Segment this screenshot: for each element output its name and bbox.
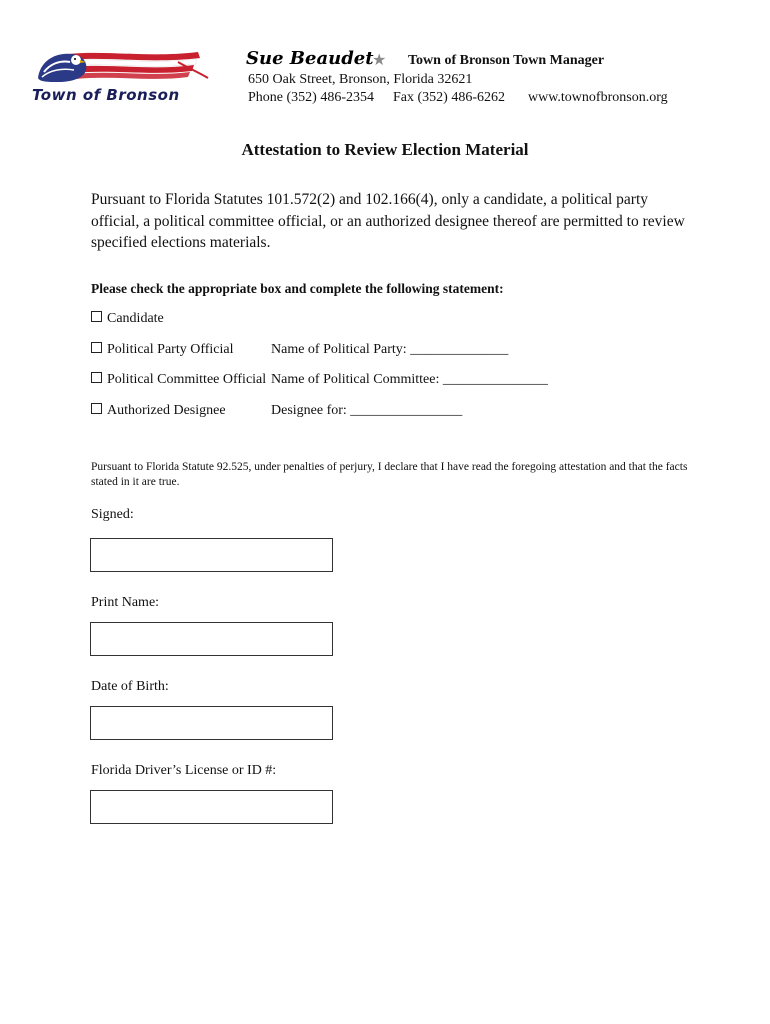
- license-id-label: Florida Driver’s License or ID #:: [91, 763, 277, 778]
- date-of-birth-input[interactable]: [90, 706, 333, 740]
- option-political-party-official: [91, 342, 234, 358]
- attestation-statement: Pursuant to Florida Statute 92.525, under penalties of perjury, I declare that I have read the foregoing attestation and that the facts stated in it are true.: [91, 461, 688, 488]
- print-name-label: Print Name:: [91, 595, 160, 610]
- instruction-text: Please check the appropriate box and complete the following statement:: [91, 281, 504, 296]
- checkbox-candidate[interactable]: [91, 311, 102, 322]
- checkbox-political-committee-official[interactable]: [91, 372, 102, 383]
- option-label: Political Party Official: [107, 342, 234, 357]
- option-label: Authorized Designee: [107, 403, 226, 418]
- designee-for-field[interactable]: Designee for: ________________: [271, 403, 463, 418]
- option-label: Political Committee Official: [107, 372, 267, 387]
- option-candidate: [91, 311, 164, 327]
- option-political-committee-official: [91, 372, 266, 388]
- option-authorized-designee: [91, 403, 226, 419]
- manager-signature-name: Sue Beaudet: [246, 48, 374, 69]
- town-logo: [28, 48, 214, 110]
- political-party-name-field[interactable]: Name of Political Party: ______________: [271, 342, 509, 357]
- address: 650 Oak Street, Bronson, Florida 32621: [248, 72, 473, 87]
- signed-input[interactable]: [90, 538, 333, 572]
- manager-title: Town of Bronson Town Manager: [408, 53, 605, 68]
- option-label: Candidate: [107, 311, 164, 326]
- star-icon: ★: [372, 50, 387, 69]
- checkbox-political-party-official[interactable]: [91, 342, 102, 353]
- phone-number: Phone (352) 486-2354: [248, 90, 374, 105]
- checkbox-authorized-designee[interactable]: [91, 403, 102, 414]
- eagle-flag-icon: [28, 48, 214, 88]
- print-name-input[interactable]: [90, 622, 333, 656]
- signed-label: Signed:: [91, 507, 134, 522]
- license-id-input[interactable]: [90, 790, 333, 824]
- logo-text: Town of Bronson: [32, 86, 180, 104]
- website-link[interactable]: www.townofbronson.org: [528, 90, 668, 105]
- political-committee-name-field[interactable]: Name of Political Committee: _______________: [271, 372, 548, 387]
- document-title: Attestation to Review Election Material: [241, 140, 529, 159]
- intro-paragraph: Pursuant to Florida Statutes 101.572(2) and 102.166(4), only a candidate, a political party official, a political committee official, or an authorized designee thereof are permitted to review specified elections materials.: [91, 191, 685, 251]
- date-of-birth-label: Date of Birth:: [91, 679, 169, 694]
- fax-number: Fax (352) 486-6262: [393, 90, 505, 105]
